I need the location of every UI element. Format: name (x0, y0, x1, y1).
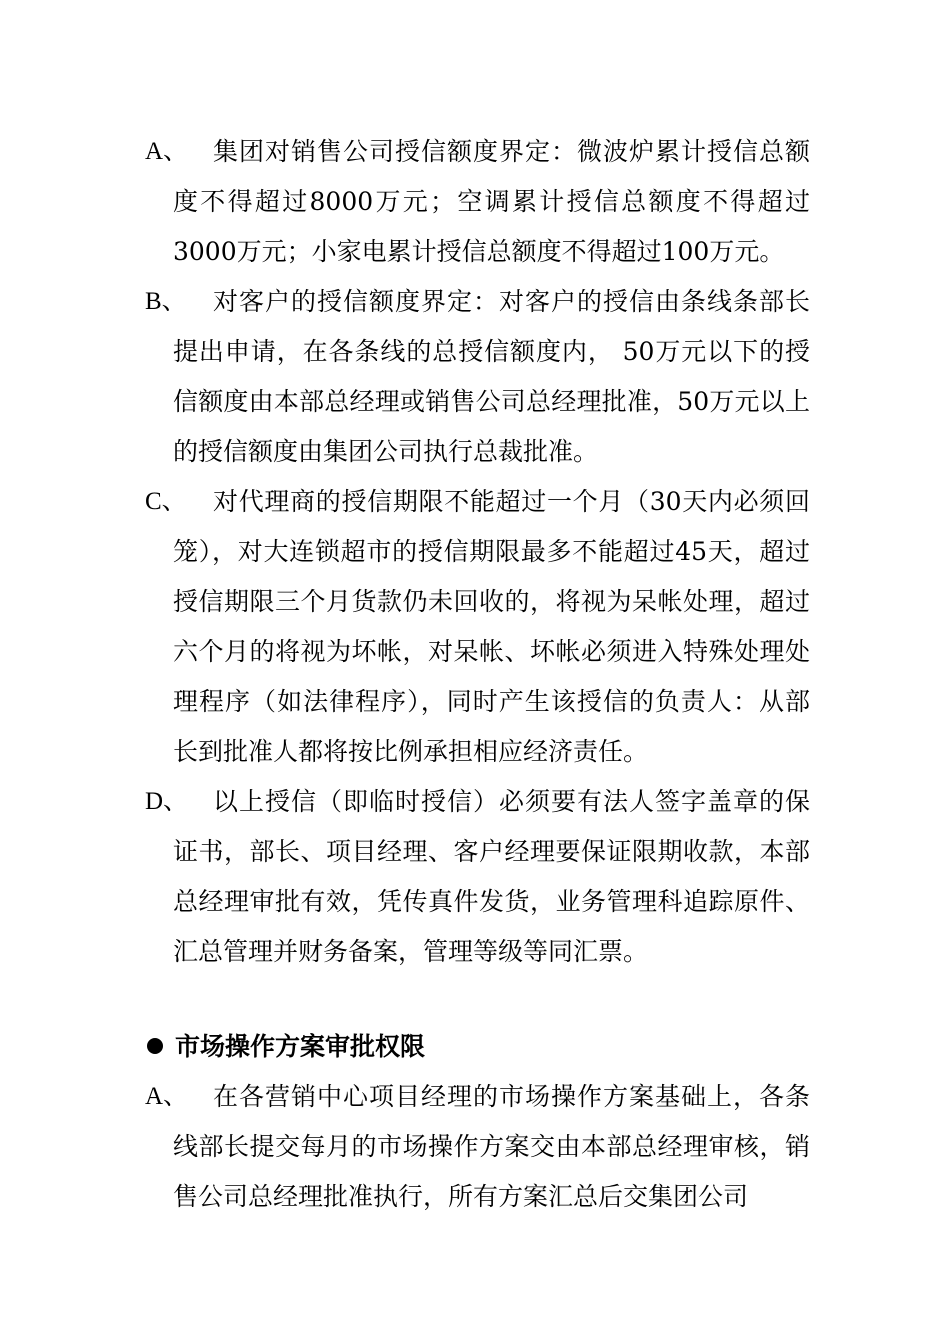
section-title: 市场操作方案审批权限 (175, 1032, 426, 1061)
paragraph-text: 集团对销售公司授信额度界定：微波炉累计授信总额度不得超过8000万元；空调累计授信总额度不得超过3000万元；小家电累计授信总额度不得超过100万元。 (173, 137, 810, 266)
paragraph-text: 对代理商的授信期限不能超过一个月（30天内必须回笼），对大连锁超市的授信期限最多不能超过45天，超过授信期限三个月货款仍未回收的，将视为呆帐处理，超过六个月的将视为坏帐，对呆帐、坏帐必须进入特殊处理处理程序（如法律程序），同时产生该授信的负责人：从部长到批准人都将按比例承担相应经济责任。 (173, 487, 810, 766)
section-list-item-a (145, 1072, 810, 1222)
list-marker: C、 (145, 488, 187, 515)
list-marker: D、 (145, 788, 189, 815)
list-marker: B、 (145, 288, 187, 315)
paragraph-text: 以上授信（即临时授信）必须要有法人签字盖章的保证书，部长、项目经理、客户经理要保证限期收款，本部总经理审批有效，凭传真件发货，业务管理科追踪原件、汇总管理并财务备案，管理等级等同汇票。 (173, 787, 810, 966)
list-item-a (145, 127, 810, 277)
paragraph-text: 对客户的授信额度界定：对客户的授信由条线条部长提出申请，在各条线的总授信额度内， 50万元以下的授信额度由本部总经理或销售公司总经理批准，50万元以上的授信额度由集团公司执行总裁批准。 (173, 287, 810, 466)
list-marker: A、 (145, 1083, 189, 1110)
list-item-c (145, 477, 810, 777)
section-heading (145, 1022, 810, 1072)
list-item-b (145, 277, 810, 477)
black-circle-bullet-icon (147, 1038, 163, 1054)
paragraph-text: 在各营销中心项目经理的市场操作方案基础上，各条线部长提交每月的市场操作方案交由本部总经理审核，销售公司总经理批准执行，所有方案汇总后交集团公司 (173, 1082, 810, 1211)
list-marker: A、 (145, 138, 189, 165)
list-item-d (145, 777, 810, 977)
